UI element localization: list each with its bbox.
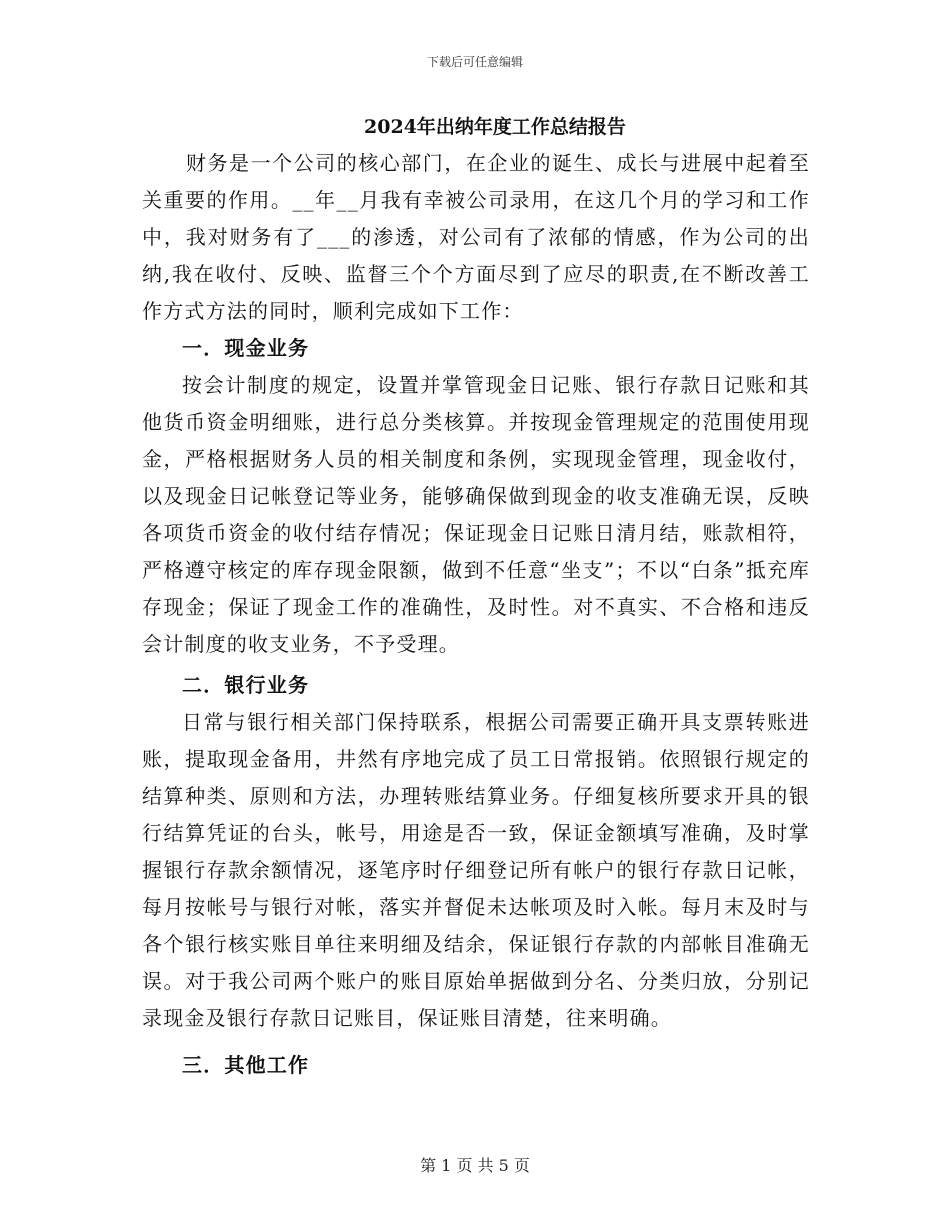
page-number: 第 1 页 共 5 页: [420, 1156, 530, 1175]
page-header-note: 下载后可任意编辑: [426, 55, 523, 69]
document-body: [142, 145, 810, 1084]
section-body-bank: 日常与银行相关部门保持联系，根据公司需要正确开具支票转账进账，提取现金备用，井然有序地完成了员工日常报销。依照银行规定的结算种类、原则和方法，办理转账结算业务。仔细复核所要求开具的银行结算凭证的台头，帐号，用途是否一致，保证金额填写准确，及时掌握银行存款余额情况，逐笔序时仔细登记所有帐户的银行存款日记帐，每月按帐号与银行对帐，落实并督促未达帐项及时入帐。每月末及时与各个银行核实账目单往来明细及结余，保证银行存款的内部帐目准确无误。对于我公司两个账户的账目原始单据做到分名、分类归放，分别记录现金及银行存款日记账目，保证账目清楚，往来明确。: [142, 710, 810, 1030]
section-heading-other: 三．其他工作: [182, 1053, 310, 1077]
spacer: [142, 1037, 810, 1047]
section-heading-cash: 一．现金业务: [182, 336, 310, 360]
intro-paragraph: 财务是一个公司的核心部门，在企业的诞生、成长与进展中起着至关重要的作用。__年__月我有幸被公司录用，在这几个月的学习和工作中，我对财务有了___的渗透，对公司有了浓郁的情感，作为公司的出纳,我在收付、反映、监督三个个方面尽到了应尽的职责,在不断改善工作方式方法的同时，顺利完成如下工作：: [142, 151, 810, 323]
section-body-cash: 按会计制度的规定，设置并掌管现金日记账、银行存款日记账和其他货币资金明细账，进行总分类核算。并按现金管理规定的范围使用现金，严格根据财务人员的相关制度和条例，实现现金管理，现金收付，以及现金日记帐登记等业务，能够确保做到现金的收支准确无误，反映各项货币资金的收付结存情况；保证现金日记账日清月结，账款相符，严格遵守核定的库存现金限额，做到不任意“坐支”；不以“白条”抵充库存现金；保证了现金工作的准确性，及时性。对不真实、不合格和违反会计制度的收支业务，不予受理。: [142, 373, 810, 656]
section-heading-bank: 二．银行业务: [182, 673, 310, 697]
document-title: 2024年出纳年度工作总结报告: [364, 116, 626, 138]
